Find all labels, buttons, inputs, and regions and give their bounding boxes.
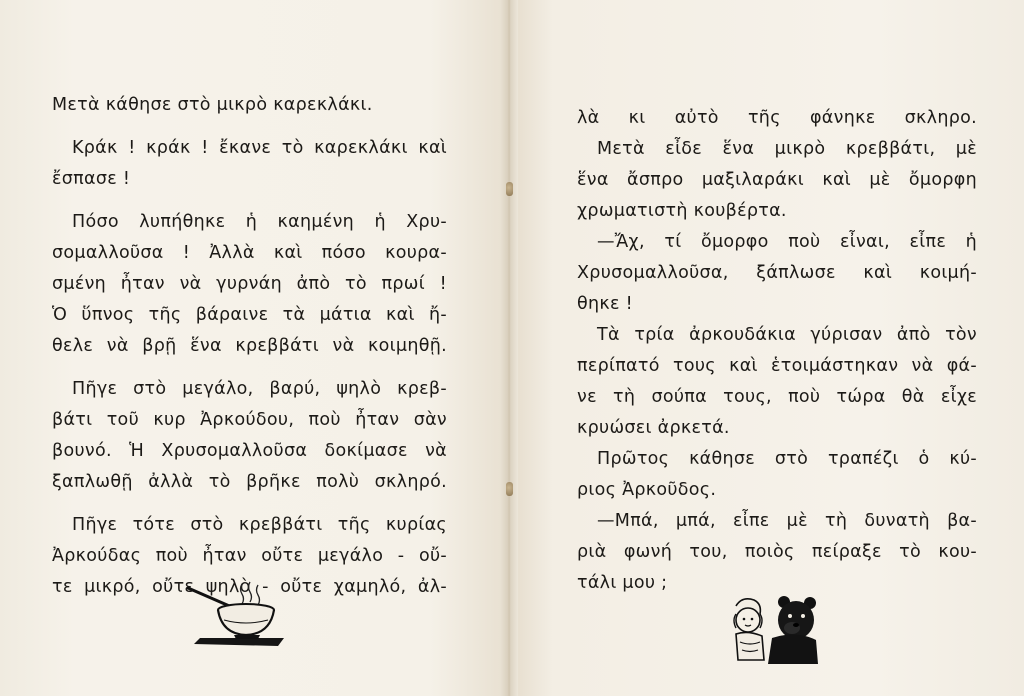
text-line: Τὰ τρία ἀρκουδάκια γύρισαν ἀπὸ τὸν: [597, 325, 977, 345]
text-line: Πρῶτος κάθησε στὸ τραπέζι ὁ κύ-: [597, 449, 977, 469]
text-line: βουνό. Ἡ Χρυσομαλλοῦσα δοκίμασε νὰ: [52, 441, 447, 461]
right-page-text: [577, 103, 977, 599]
text-line: βάτι τοῦ κυρ Ἀρκούδου, ποὺ ἦταν σὰν: [52, 410, 447, 430]
text-line: Ἀρκούδας ποὺ ἦταν οὔτε μεγάλο - οὔ-: [52, 546, 447, 566]
text-line: Μετὰ κάθησε στὸ μικρὸ καρεκλάκι.: [52, 95, 373, 115]
text-line: Πῆγε στὸ μεγάλο, βαρύ, ψηλὸ κρεβ-: [72, 379, 447, 399]
text-line: κρυώσει ἀρκετά.: [577, 418, 730, 438]
text-line: Κράκ ! κράκ ! ἔκανε τὸ καρεκλάκι καὶ: [72, 138, 447, 158]
text-line: θηκε !: [577, 294, 633, 314]
text-line: ξαπλωθῇ ἀλλὰ τὸ βρῆκε πολὺ σκληρό.: [52, 472, 447, 492]
text-line: θελε νὰ βρῇ ἕνα κρεββάτι νὰ κοιμηθῇ.: [52, 336, 447, 356]
text-line: χρωματιστὴ κουβέρτα.: [577, 201, 787, 221]
text-line: Χρυσομαλλοῦσα, ξάπλωσε καὶ κοιμή-: [577, 263, 977, 283]
text-line: ριὰ φωνή του, ποιὸς πείραξε τὸ κου-: [577, 542, 977, 562]
book-gutter: [500, 0, 518, 696]
text-line: λὰ κι αὐτὸ τῆς φάνηκε σκληρο.: [577, 108, 977, 128]
goldilocks-bear-illustration-icon: [728, 594, 820, 666]
staple-top: [506, 182, 513, 196]
text-line: περίπατό τους καὶ ἑτοιμάστηκαν νὰ φά-: [577, 356, 977, 376]
text-line: νε τὴ σούπα τους, ποὺ τώρα θὰ εἶχε: [577, 387, 977, 407]
text-line: τε μικρό, οὔτε ψηλὸ - οὔτε χαμηλό, ἀλ-: [52, 577, 447, 597]
text-line: τάλι μου ;: [577, 573, 668, 593]
text-line: Πόσο λυπήθηκε ἡ καημένη ἡ Χρυ-: [72, 212, 447, 232]
text-line: ἕνα ἄσπρο μαξιλαράκι καὶ μὲ ὄμορφη: [577, 170, 977, 190]
staple-bottom: [506, 482, 513, 496]
soup-bowl-illustration-icon: [184, 578, 284, 648]
text-line: σμένη ἦταν νὰ γυρνάη ἀπὸ τὸ πρωί !: [52, 274, 447, 294]
text-line: Μετὰ εἶδε ἕνα μικρὸ κρεββάτι, μὲ: [597, 139, 977, 159]
text-line: ἔσπασε !: [52, 169, 131, 189]
text-line: σομαλλοῦσα ! Ἀλλὰ καὶ πόσο κουρα-: [52, 243, 447, 263]
text-line: ριος Ἀρκοῦδος.: [577, 480, 717, 500]
left-page-text: [52, 90, 447, 603]
text-line: —Ἄχ, τί ὄμορφο ποὺ εἶναι, εἶπε ἡ: [597, 232, 977, 252]
text-line: Πῆγε τότε στὸ κρεββάτι τῆς κυρίας: [72, 515, 447, 535]
text-line: —Μπά, μπά, εἶπε μὲ τὴ δυνατὴ βα-: [597, 511, 977, 531]
text-line: Ὁ ὕπνος τῆς βάραινε τὰ μάτια καὶ ἤ-: [52, 305, 447, 325]
